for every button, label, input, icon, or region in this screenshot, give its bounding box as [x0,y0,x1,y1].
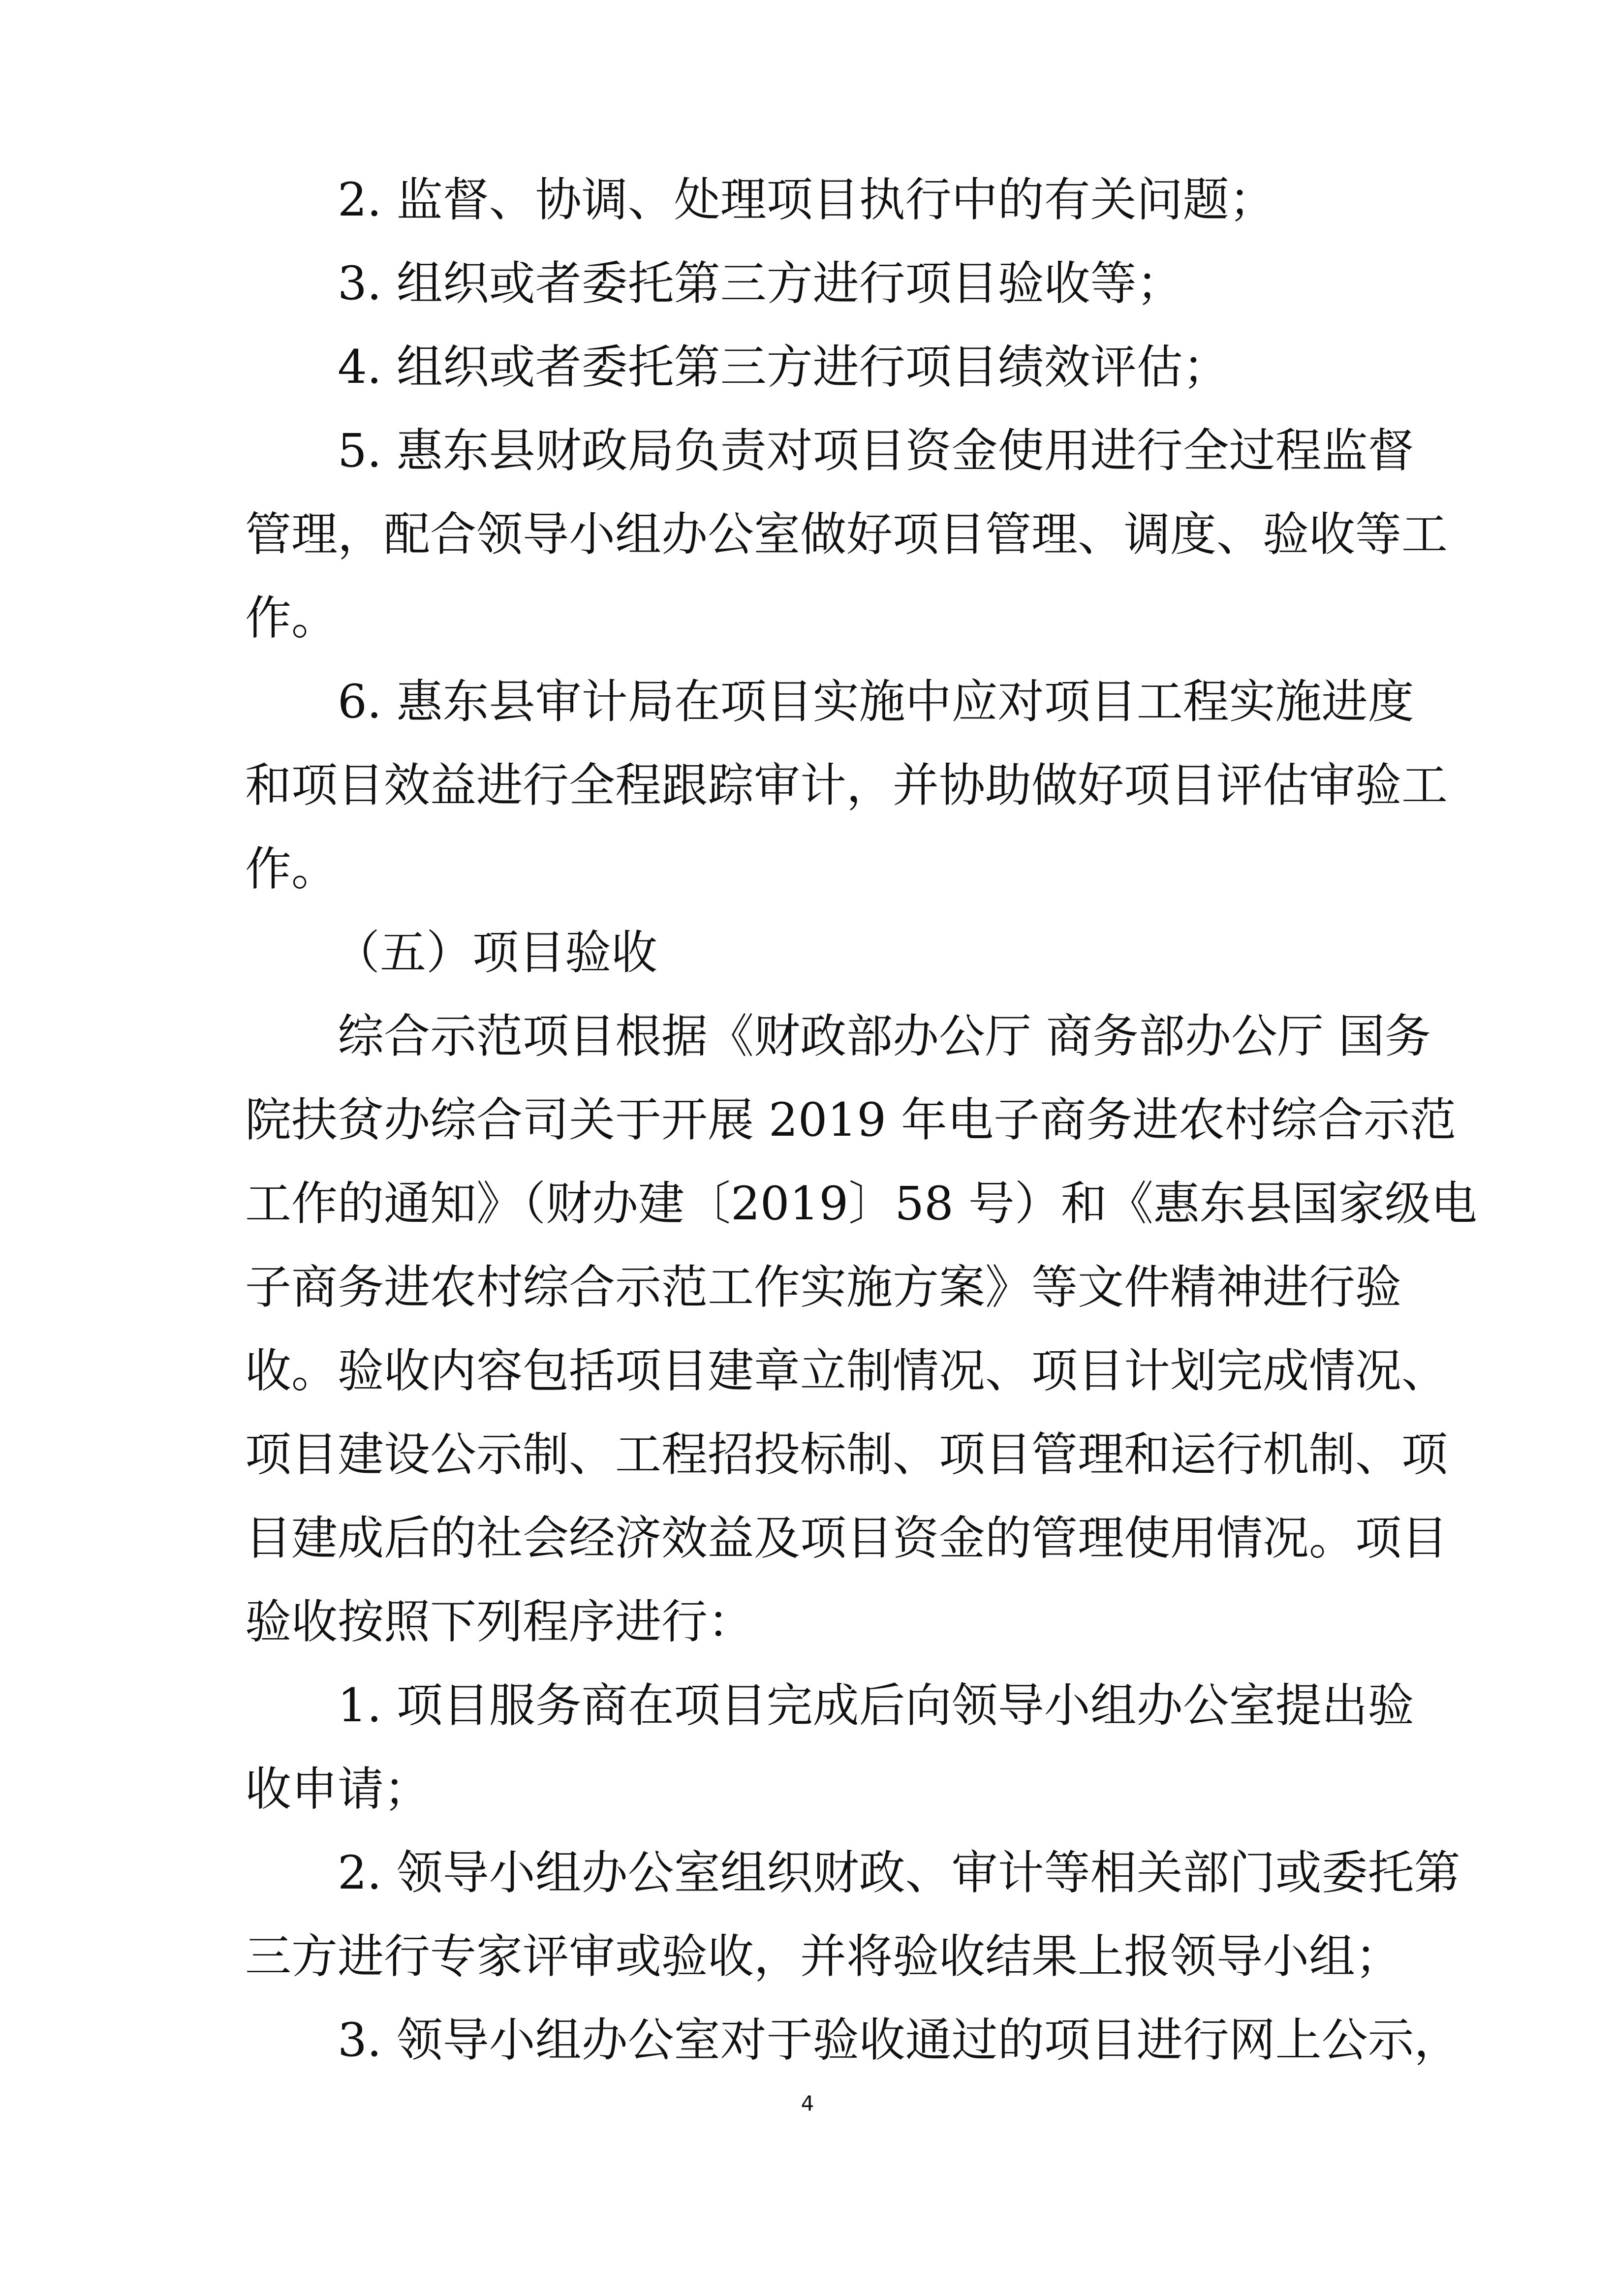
text-line: 管理，配合领导小组办公室做好项目管理、调度、验收等工 [245,508,1448,561]
text-line: 院扶贫办综合司关于开展 2019 年电子商务进农村综合示范 [245,1093,1456,1147]
text-line: 4. 组织或者委托第三方进行项目绩效评估； [338,341,1229,394]
text-line: 作。 [245,842,338,896]
text-line: 综合示范项目根据《财政部办公厅 商务部办公厅 国务 [338,1010,1431,1063]
page-number: 4 [801,2091,814,2115]
text-line: 目建成后的社会经济效益及项目资金的管理使用情况。项目 [245,1512,1448,1565]
text-line: 2. 监督、协调、处理项目执行中的有关问题； [338,173,1275,227]
text-line: 作。 [245,591,338,645]
text-line: 2. 领导小组办公室组织财政、审计等相关部门或委托第 [338,1846,1460,1900]
text-line: 和项目效益进行全程跟踪审计，并协助做好项目评估审验工 [245,759,1448,812]
text-line: 收申请； [245,1763,431,1816]
text-line: 收。验收内容包括项目建章立制情况、项目计划完成情况、 [245,1344,1448,1398]
text-line: 工作的通知》（财办建〔2019〕58 号）和《惠东县国家级电 [245,1177,1477,1231]
text-line: 验收按照下列程序进行： [245,1595,754,1649]
text-line: 子商务进农村综合示范工作实施方案》等文件精神进行验 [245,1261,1402,1314]
text-line: 6. 惠东县审计局在项目实施中应对项目工程实施进度 [338,675,1414,729]
text-line: 5. 惠东县财政局负责对项目资金使用进行全过程监督 [338,424,1414,478]
text-line: 1. 项目服务商在项目完成后向领导小组办公室提出验 [338,1679,1414,1733]
text-line: 3. 领导小组办公室对于验收通过的项目进行网上公示， [338,2014,1460,2067]
text-line: 项目建设公示制、工程招投标制、项目管理和运行机制、项 [245,1428,1448,1482]
text-line: 三方进行专家评审或验收，并将验收结果上报领导小组； [245,1930,1402,1984]
body-text [245,158,1477,2082]
section-heading: （五）项目验收 [334,926,658,980]
text-line: 3. 组织或者委托第三方进行项目验收等； [338,257,1183,310]
